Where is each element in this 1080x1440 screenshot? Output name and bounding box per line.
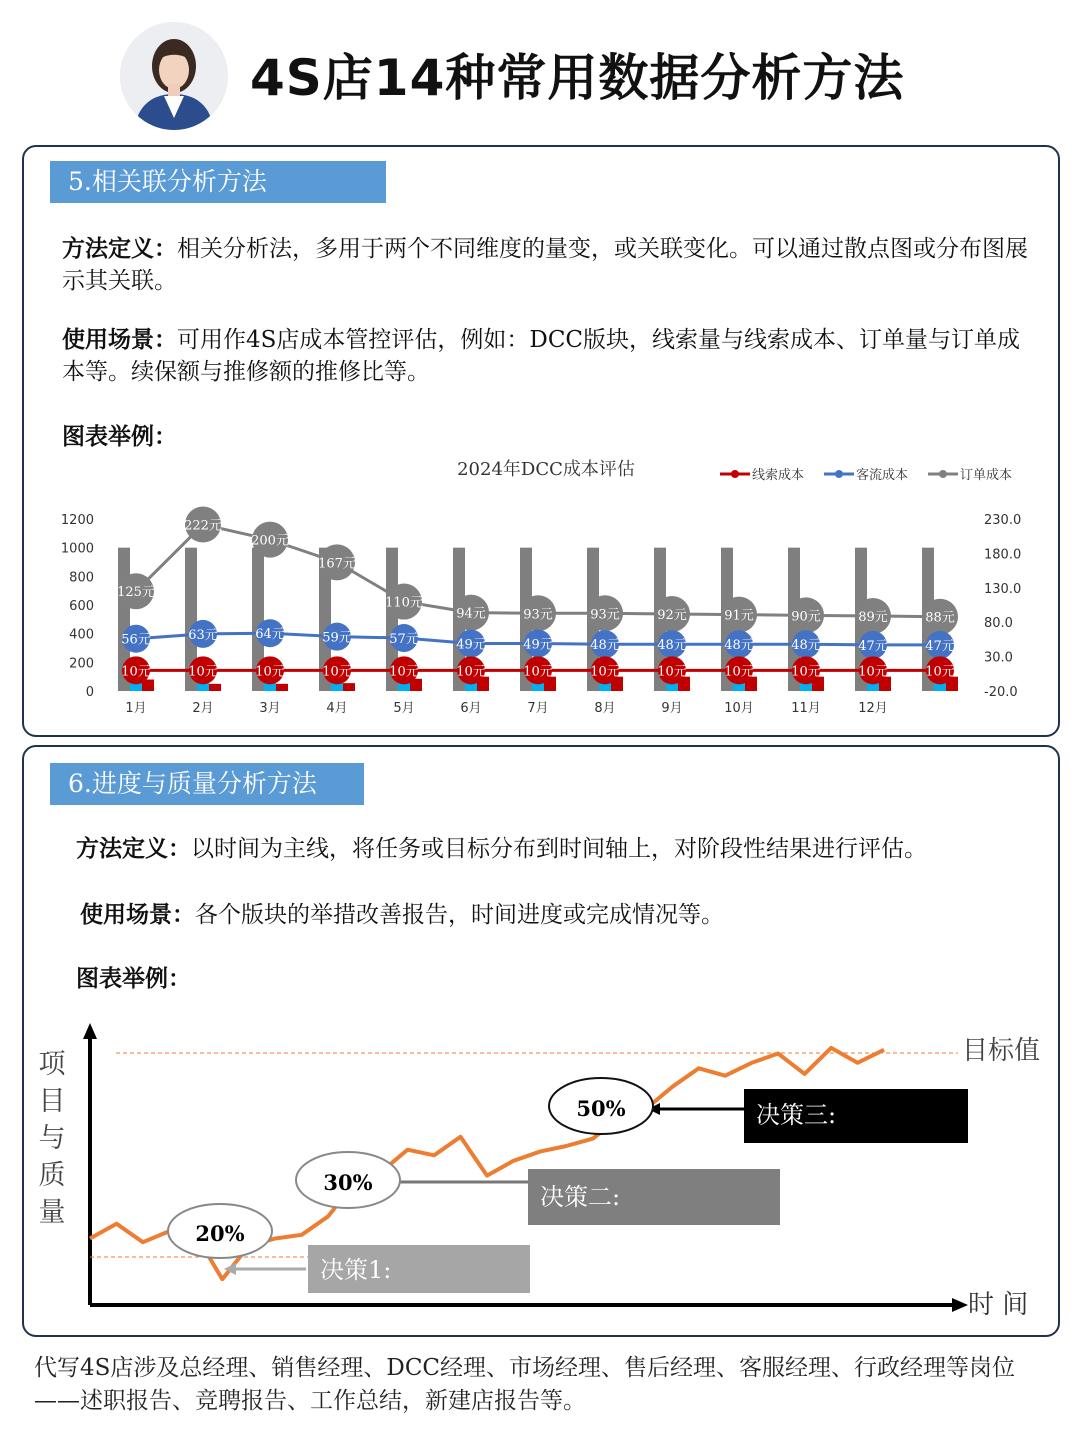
- legend-label: 订单成本: [960, 468, 1013, 483]
- dcc-cost-chart: [24, 147, 1058, 735]
- point-label: 222元: [184, 518, 222, 534]
- milestone-30-label: 30%: [323, 1170, 373, 1195]
- y-axis-char: 目: [38, 1086, 66, 1117]
- point-label: 91元: [724, 608, 754, 624]
- right-tick-label: 80.0: [984, 616, 1013, 632]
- legend-marker: [731, 470, 739, 478]
- point-label: 10元: [858, 664, 888, 680]
- x-tick-label: 10月: [724, 701, 754, 716]
- legend-marker: [835, 470, 843, 478]
- point-label: 94元: [456, 606, 486, 622]
- point-label: 89元: [858, 610, 888, 626]
- x-tick-label: 1月: [125, 701, 147, 716]
- section-label: 6.进度与质量分析方法: [50, 763, 364, 805]
- point-label: 48元: [657, 638, 687, 654]
- section-card-progress: [22, 745, 1060, 1337]
- author-avatar: [120, 22, 228, 130]
- point-label: 90元: [791, 609, 821, 625]
- point-label: 47元: [925, 638, 955, 654]
- y-axis-char: 与: [38, 1123, 66, 1154]
- point-label: 10元: [389, 664, 419, 680]
- example-label: 图表举例：: [76, 965, 191, 992]
- scene-label: 使用场景：: [80, 901, 195, 928]
- left-tick-label: 400: [69, 627, 94, 643]
- left-tick-label: 600: [69, 599, 94, 614]
- definition-label: 方法定义：: [76, 835, 191, 862]
- point-label: 63元: [188, 627, 218, 643]
- x-tick-label: 3月: [259, 701, 281, 716]
- left-tick-label: 800: [69, 570, 94, 586]
- bar-darkred: [209, 684, 221, 691]
- point-label: 93元: [590, 607, 620, 623]
- milestone-20-label: 20%: [195, 1221, 245, 1246]
- x-axis-labels: [125, 701, 887, 716]
- chart-title: 2024年DCC成本评估: [457, 459, 635, 480]
- point-label: 167元: [318, 556, 356, 572]
- point-label: 88元: [925, 610, 955, 626]
- scene-label: 使用场景：: [62, 326, 177, 353]
- decision-1-label: 决策1:: [320, 1256, 392, 1284]
- left-tick-label: 200: [69, 656, 94, 672]
- point-label: 110元: [385, 595, 423, 611]
- target-label: 目标值: [962, 1036, 1041, 1066]
- page-title: 4S店14种常用数据分析方法: [250, 49, 905, 107]
- left-tick-label: 1200: [60, 513, 94, 528]
- left-axis: [61, 513, 94, 700]
- scene-text: 可用作4S店成本管控评估，例如：DCC版块，线索量与线索成本、订单量与订单成本等。续保额与推修额的推修比等。: [62, 327, 1021, 385]
- point-label: 125元: [117, 585, 155, 601]
- point-label: 10元: [590, 664, 620, 680]
- point-label: 48元: [791, 638, 821, 654]
- definition-text: 相关分析法，多用于两个不同维度的量变，或关联变化。可以通过散点图或分布图展示其关联。: [62, 236, 1028, 294]
- section-card-correlation: [22, 145, 1060, 737]
- legend-label: 客流成本: [856, 468, 909, 483]
- point-label: 200元: [251, 533, 289, 549]
- point-label: 10元: [657, 664, 687, 680]
- x-axis-label: 时 间: [968, 1290, 1029, 1320]
- x-tick-label: 12月: [858, 701, 888, 716]
- y-axis-char: 项: [38, 1049, 66, 1080]
- y-axis-char: 质: [38, 1160, 66, 1191]
- point-label: 10元: [724, 664, 754, 680]
- point-label: 10元: [255, 664, 285, 680]
- x-tick-label: 6月: [460, 701, 482, 716]
- definition-label: 方法定义：: [62, 235, 177, 262]
- scene-text: 各个版块的举措改善报告，时间进度或完成情况等。: [195, 902, 724, 928]
- right-tick-label: 30.0: [984, 650, 1013, 666]
- x-tick-label: 11月: [791, 701, 821, 716]
- left-tick-label: 0: [85, 685, 94, 700]
- point-label: 47元: [858, 638, 888, 654]
- bar-darkred: [276, 684, 288, 691]
- right-tick-label: 130.0: [984, 581, 1022, 597]
- chart-lines: [117, 507, 958, 685]
- y-axis-char: 量: [38, 1197, 66, 1228]
- right-axis: [984, 513, 1021, 700]
- point-label: 49元: [523, 637, 553, 653]
- right-tick-label: 230.0: [984, 513, 1022, 528]
- point-label: 10元: [456, 664, 486, 680]
- point-label: 10元: [791, 664, 821, 680]
- left-tick-label: 1000: [60, 541, 94, 557]
- y-axis-arrow: [83, 1023, 97, 1039]
- point-label: 49元: [456, 637, 486, 653]
- x-tick-label: 5月: [393, 701, 415, 716]
- definition-text: 以时间为主线，将任务或目标分布到时间轴上，对阶段性结果进行评估。: [191, 836, 927, 862]
- point-label: 59元: [322, 630, 352, 646]
- avatar-portrait: [120, 22, 228, 130]
- example-label: 图表举例：: [62, 423, 177, 450]
- x-tick-label: 8月: [594, 701, 616, 716]
- point-label: 64元: [255, 627, 285, 643]
- point-label: 10元: [925, 664, 955, 680]
- legend-marker: [939, 470, 947, 478]
- bar-darkred: [343, 683, 355, 691]
- point-label: 48元: [724, 638, 754, 654]
- decision-2-label: 决策二:: [540, 1183, 621, 1211]
- right-tick-label: -20.0: [984, 685, 1018, 700]
- point-label: 10元: [322, 664, 352, 680]
- decision-3-label: 决策三:: [756, 1101, 837, 1129]
- right-tick-label: 180.0: [984, 547, 1022, 563]
- point-label: 93元: [523, 607, 553, 623]
- x-tick-label: 4月: [326, 701, 348, 716]
- point-label: 10元: [188, 664, 218, 680]
- point-label: 92元: [657, 607, 687, 623]
- chart-legend: [720, 467, 1012, 483]
- section-label: 5.相关联分析方法: [50, 161, 386, 203]
- footer-note: 代写4S店涉及总经理、销售经理、DCC经理、市场经理、售后经理、客服经理、行政经理等岗位——述职报告、竞聘报告、工作总结，新建店报告等。: [34, 1355, 1016, 1414]
- point-label: 48元: [590, 638, 620, 654]
- legend-label: 线索成本: [752, 468, 805, 483]
- point-label: 10元: [523, 664, 553, 680]
- x-axis-arrow: [952, 1298, 968, 1312]
- point-label: 56元: [121, 632, 151, 648]
- milestone-50-label: 50%: [576, 1096, 626, 1121]
- progress-quality-chart: [24, 747, 1058, 1335]
- point-label: 10元: [121, 664, 151, 680]
- y-axis-label: [39, 1049, 67, 1228]
- x-tick-label: 9月: [661, 701, 683, 716]
- point-label: 57元: [389, 632, 419, 648]
- x-tick-label: 7月: [527, 701, 549, 716]
- x-tick-label: 2月: [192, 701, 214, 716]
